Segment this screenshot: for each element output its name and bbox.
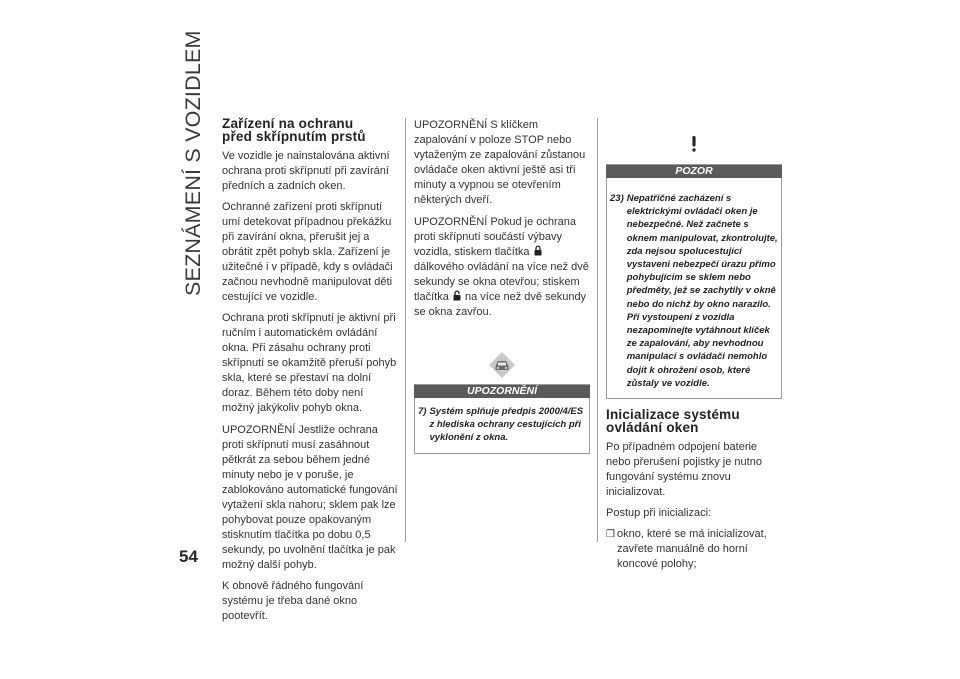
paragraph: Postup při inicializaci: xyxy=(606,507,712,520)
warning-box xyxy=(606,164,782,399)
heading-line: Inicializace systému xyxy=(606,407,740,423)
column-3 xyxy=(606,118,782,576)
paragraph-note: UPOZORNĚNÍ S klíčkem zapalování v poloze STOP nebo vytaženým ze zapalování zůstanou ovládače oken aktivní ještě asi tři minuty a vypnou se otevřením některých dveří. xyxy=(414,119,586,206)
column-1 xyxy=(222,118,398,630)
page-number: 54 xyxy=(179,547,198,566)
notice-box xyxy=(414,384,590,454)
notice-item-number: 7) xyxy=(418,406,427,417)
paragraph: Po případném odpojení baterie nebo přerušení pojistky je nutno fungování systému znovu inicializovat. xyxy=(606,441,762,499)
heading-line: ovládání oken xyxy=(606,419,699,435)
column-divider xyxy=(597,118,598,542)
car-notice-icon xyxy=(487,350,517,380)
heading-line: Zařízení na ochranu xyxy=(222,116,354,131)
list-item xyxy=(606,527,782,572)
text-run: UPOZORNĚNÍ Pokud je ochrana proti skřípnutí součástí výbavy vozidla, stiskem tlačítka xyxy=(414,216,577,258)
column-divider xyxy=(405,118,406,542)
paragraph-note: UPOZORNĚNÍ Jestliže ochrana proti skřípnutí musí zasáhnout pětkrát za sebou během jedné minuty nebo je v poruše, je zablokováno automatické fungování vytažení skla nahoru; sklem pak lze pohybovat pouze opakovaným stisknutím tlačítka po dobu 0,5 sekundy, po uvolnění tlačítka je pak možný další pohyb. xyxy=(222,424,398,571)
text-run: dálkového ovládání na více než dvě sekundy se okna otevřou; stiskem tlačítka xyxy=(414,261,589,303)
text-run: na více než dvě sekundy se okna zavřou. xyxy=(414,291,587,318)
notice-item xyxy=(418,405,586,445)
warning-item-text: Nepatřičné zacházení s elektrickými ovládači oken je nebezpečné. Než začnete s oknem manipulovat, zkontrolujte, zda nejsou spolucestující vystaveni nebezpečí úrazu přímo pohybujícím se sklem nebo předměty, jež se zachytily v okně nebo do nichž by okno narazilo. Při vystoupení z vozidla nezapomínejte vytáhnout klíček ze zapalování, aby nevhodnou manipulací s ovládači nemohlo dojít k ohrožení osob, které zůstaly ve vozidle. xyxy=(626,193,778,389)
list-item-text: okno, které se má inicializovat, zavřete manuálně do horní koncové polohy; xyxy=(617,528,767,571)
notice-title: UPOZORNĚNÍ xyxy=(414,385,590,398)
warning-triangle-icon xyxy=(683,132,705,154)
section-heading-anti-pinch xyxy=(222,118,398,143)
section-heading-window-init xyxy=(606,409,782,434)
unlock-icon xyxy=(453,290,461,301)
paragraph: K obnově řádného fungování systému je třeba dané okno pootevřít. xyxy=(222,580,364,622)
column-2 xyxy=(414,118,590,454)
section-title-vertical: SEZNÁMENÍ S VOZIDLEM xyxy=(181,30,205,296)
warning-title: POZOR xyxy=(606,165,782,178)
paragraph: Ve vozidle je nainstalována aktivní ochrana proti skřípnutí při zavírání předních a zadních oken. xyxy=(222,150,390,192)
warning-item xyxy=(610,192,778,390)
paragraph-note-remote xyxy=(414,215,590,320)
warning-item-number: 23) xyxy=(610,193,624,204)
paragraph: Ochrana proti skřípnutí je aktivní při ručním i automatickém ovládání okna. Při zásahu ochrany proti skřípnutí se okamžitě přeruší pohyb skla, které se přestaví na dolní doraz. Během této doby není možný jakýkoliv pohyb okna. xyxy=(222,312,397,414)
checkbox-bullet-icon: ❒ xyxy=(606,529,615,541)
heading-line: před skřípnutím prstů xyxy=(222,128,366,144)
notice-item-text: Systém splňuje předpis 2000/4/ES z hlediska ochrany cestujících při vyklonění z okna. xyxy=(429,406,584,444)
paragraph: Ochranné zařízení proti skřípnutí umí detekovat případnou překážku při zavírání okna, přerušit jej a obrátit zpět pohyb skla. Zařízení je užitečné i v případě, kdy s ovládači začnou nevhodně manipulovat děti cestující ve vozidle. xyxy=(222,201,393,303)
lock-icon xyxy=(534,245,542,256)
